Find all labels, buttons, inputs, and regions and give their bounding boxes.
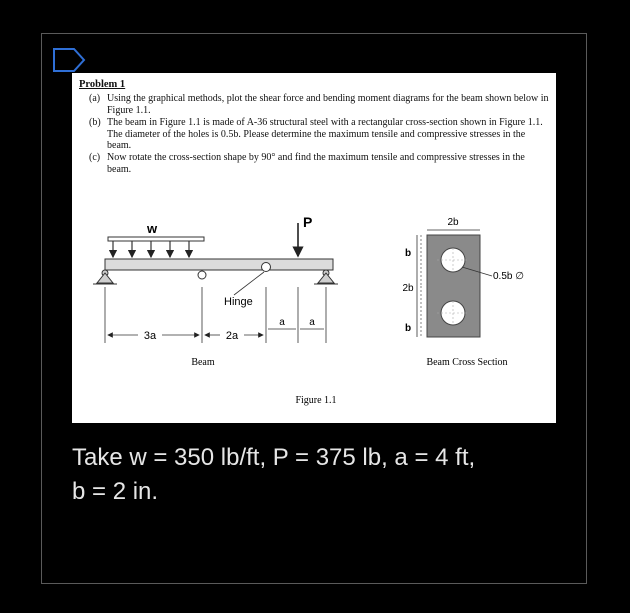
dim-3a-label: 3a (143, 330, 157, 342)
figure-1-1 (72, 73, 556, 423)
load-p-label: P (303, 214, 313, 230)
dim-a1-label: a (279, 317, 285, 328)
beam-caption: Beam (191, 357, 215, 368)
cs-hole-label: 0.5b ∅ (493, 271, 524, 282)
dimension-lines (105, 287, 326, 343)
distributed-load (108, 221, 204, 257)
cs-b-top-label: b (404, 248, 412, 259)
item-text: Now rotate the cross-section shape by 90° and find the maximum tensile and compressive stresses in the beam. (107, 152, 525, 175)
dim-a2-label: a (309, 317, 315, 328)
item-text: Using the graphical methods, plot the shear force and bending moment diagrams for the beam shown below in Figure 1.1. (107, 93, 549, 116)
item-text: The beam in Figure 1.1 is made of A-36 structural steel with a rectangular cross-section shown in Figure 1.1. The diameter of the holes is 0.5b. Please determine the maximum tensile and compressive stresses in the beam. (107, 117, 543, 152)
hinge-label: Hinge (224, 296, 253, 308)
cs-height-label: 2b (402, 283, 414, 294)
cross-section (402, 217, 524, 368)
cs-width-label: 2b (447, 217, 459, 228)
crop-icon (52, 47, 86, 73)
item-label: (a) (89, 93, 101, 105)
point-load (298, 214, 312, 256)
given-line-1: Take w = 350 lb/ft, P = 375 lb, a = 4 ft, (72, 444, 476, 471)
given-line-2: b = 2 in. (72, 478, 159, 505)
given-values (72, 441, 562, 509)
pin-support-right (314, 270, 338, 284)
dim-2a-label: 2a (225, 330, 239, 342)
problem-document (72, 73, 556, 423)
cs-caption: Beam Cross Section (426, 357, 508, 368)
item-label: (b) (89, 117, 101, 129)
item-label: (c) (89, 152, 101, 164)
cs-b-bottom-label: b (404, 323, 412, 334)
pin-support-left (93, 270, 117, 284)
beam (105, 259, 333, 270)
hinge-leader (234, 272, 264, 295)
load-w-label: w (146, 221, 158, 236)
hinge-symbol (262, 263, 271, 272)
roller-support-mid (198, 271, 206, 279)
figure-caption: Figure 1.1 (295, 395, 337, 406)
problem-title: Problem 1 (79, 79, 126, 90)
